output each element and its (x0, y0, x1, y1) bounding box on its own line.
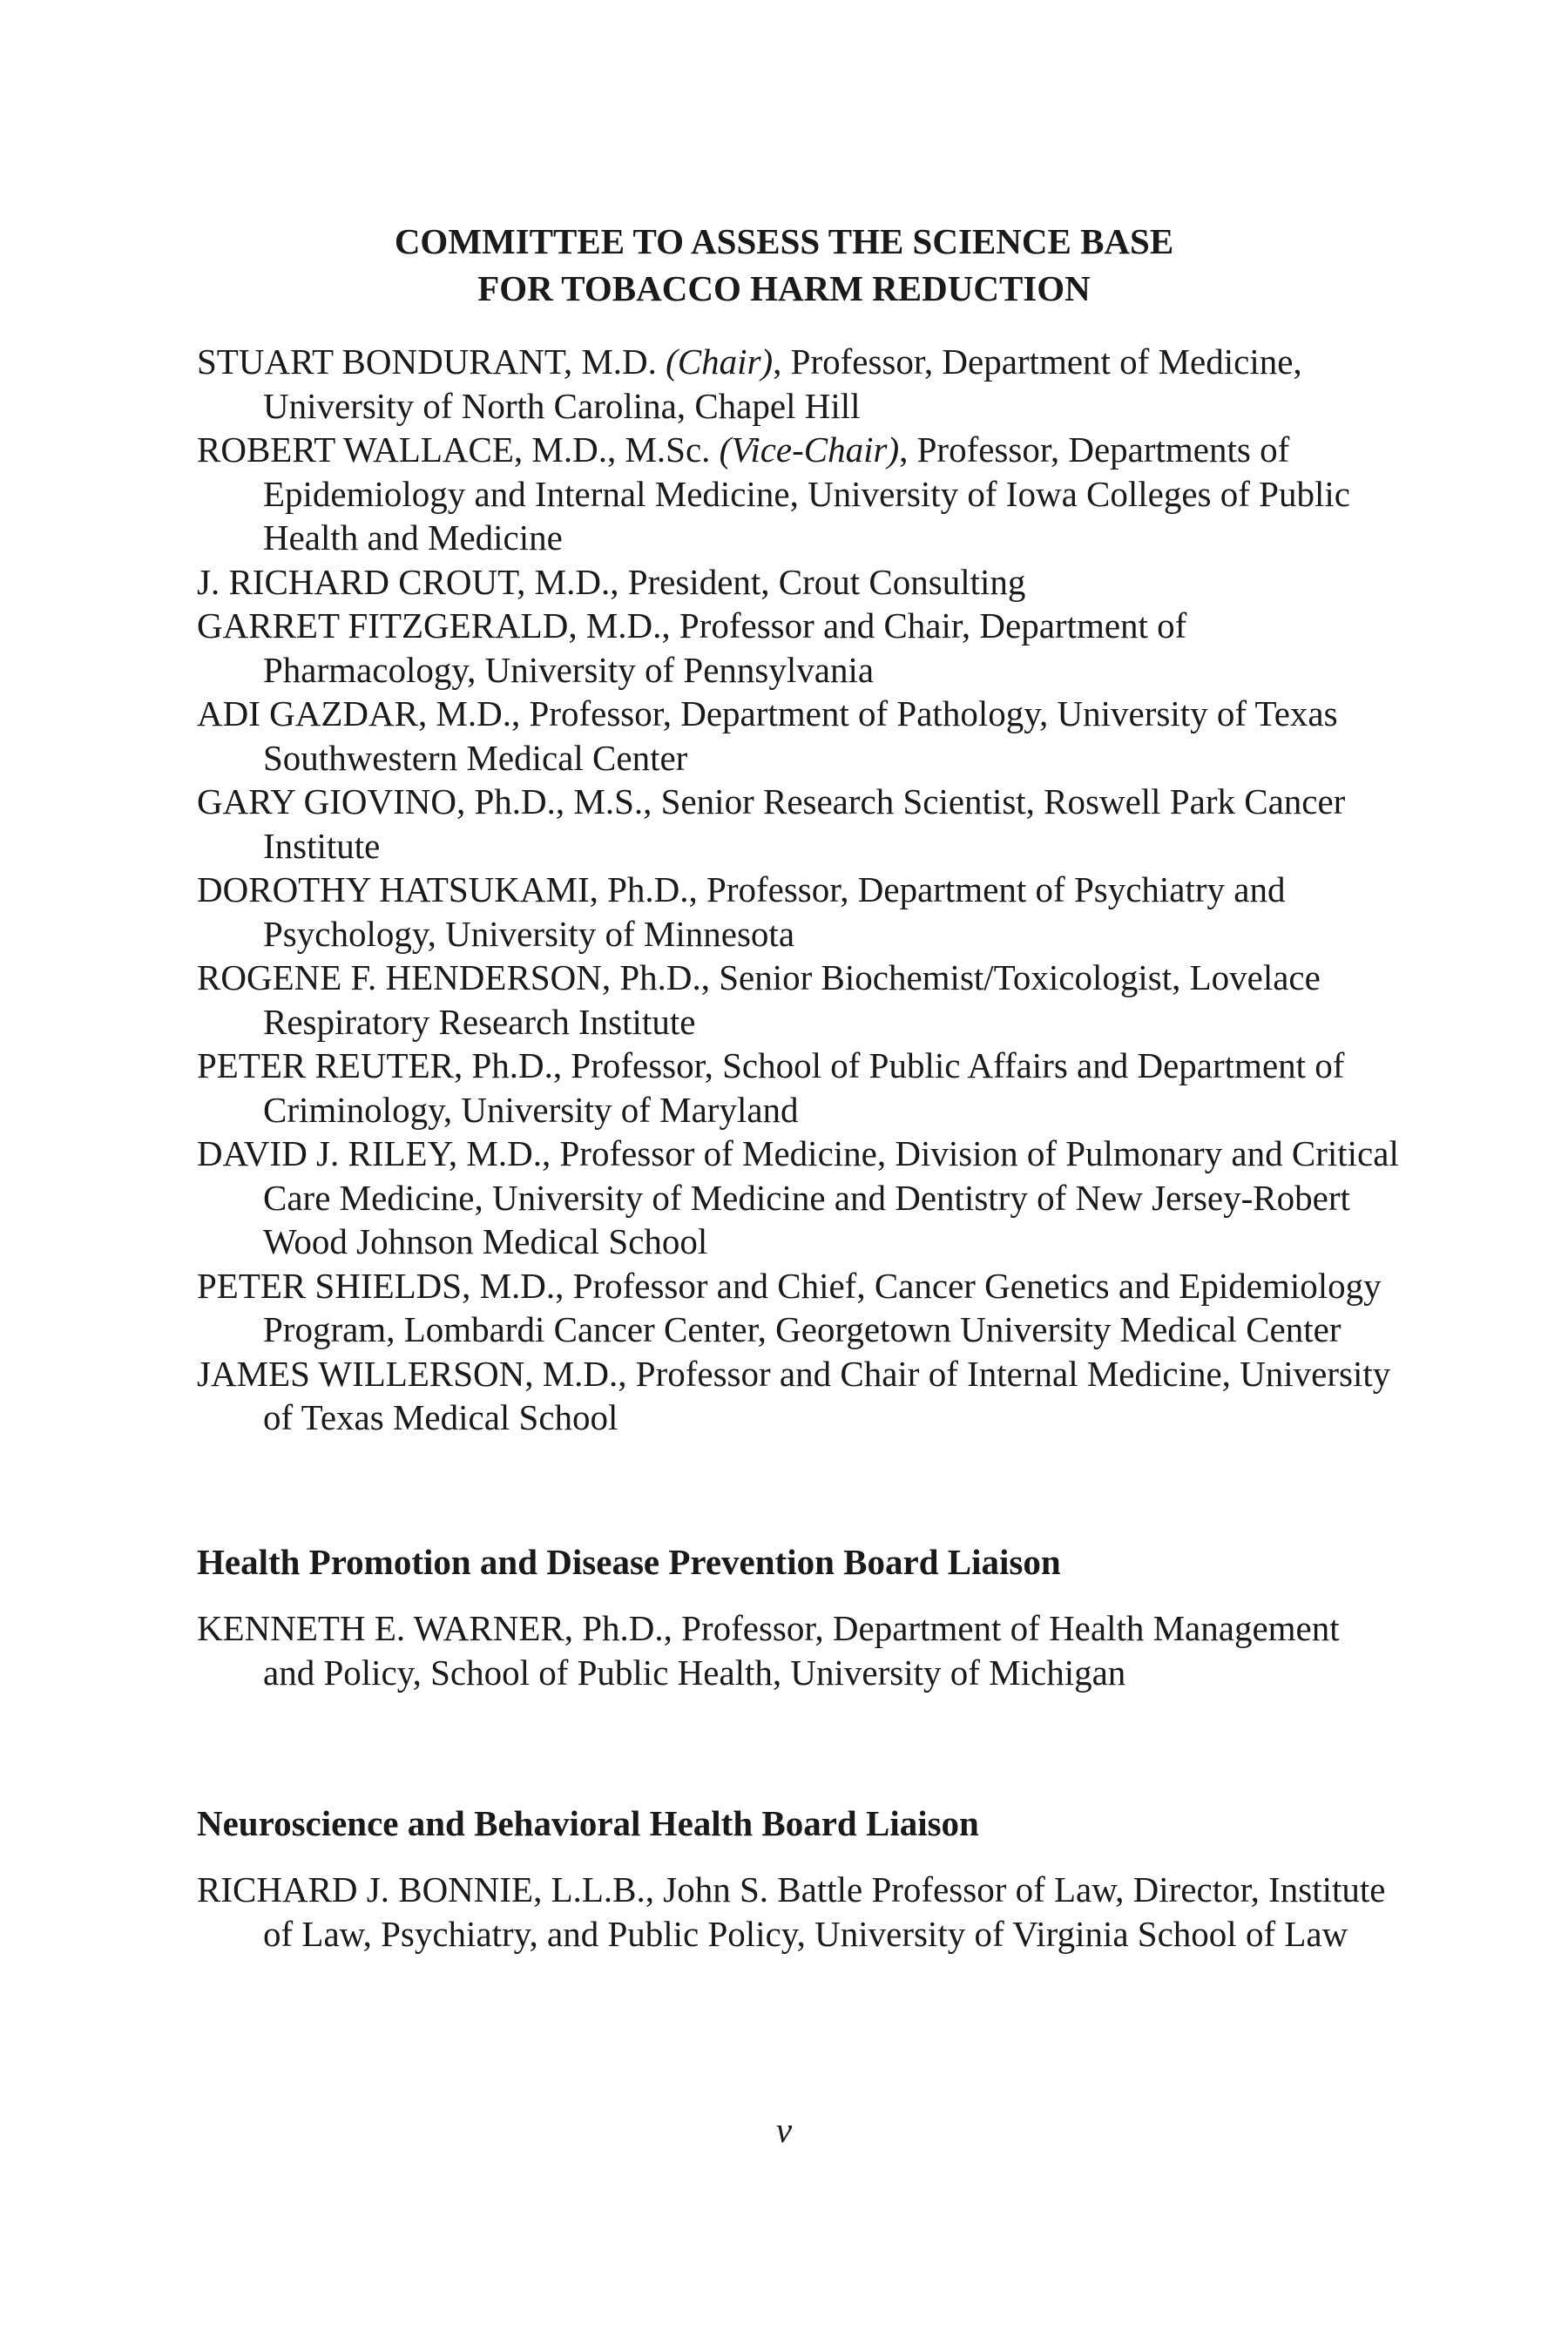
member-affiliation: Professor and Chair of Internal Medicine, University of Texas Medical School (263, 1353, 1391, 1437)
member-affiliation: Professor, Department of Health Management and Policy, School of Public Health, University of Michigan (263, 1608, 1340, 1693)
member-entry: ADI GAZDAR, M.D., Professor, Department of Pathology, University of Texas Southwestern Medical Center (197, 693, 1338, 778)
member-name: ROBERT WALLACE, M.D., M.Sc. (197, 429, 711, 470)
member-entry: DAVID J. RILEY, M.D., Professor of Medicine, Division of Pulmonary and Critical Care Medicine, University of Medicine and Dentistry of New Jersey-Robert Wood Johnson Medical School (197, 1133, 1399, 1261)
page-title (0, 218, 1568, 312)
member-affiliation: Senior Research Scientist, Roswell Park Cancer Institute (263, 781, 1346, 866)
title-line-2: FOR TOBACCO HARM REDUCTION (477, 268, 1091, 308)
member-affiliation: Professor, Department of Psychiatry and Psychology, University of Minnesota (263, 869, 1286, 954)
member-entry: GARY GIOVINO, Ph.D., M.S., Senior Research Scientist, Roswell Park Cancer Institute (197, 781, 1346, 866)
member-name: STUART BONDURANT, M.D. (197, 341, 657, 382)
member-name: ADI GAZDAR, M.D. (197, 693, 512, 733)
member-name: J. RICHARD CROUT, M.D. (197, 561, 611, 602)
member-name: KENNETH E. WARNER, Ph.D. (197, 1608, 664, 1648)
member-entry: STUART BONDURANT, M.D. (Chair), Professor, Department of Medicine, University of North Carolina, Chapel Hill (197, 341, 1302, 426)
member-entry: GARRET FITZGERALD, M.D., Professor and Chair, Department of Pharmacology, University of Pennsylvania (197, 605, 1187, 690)
health-liaison-entry (197, 1606, 1399, 1694)
member-affiliation: Professor of Medicine, Division of Pulmonary and Critical Care Medicine, University of Medicine and Dentistry of New Jersey-Robert Wood Johnson Medical School (263, 1133, 1399, 1261)
member-entry: JAMES WILLERSON, M.D., Professor and Chair of Internal Medicine, University of Texas Medical School (197, 1353, 1391, 1437)
member-affiliation: President, Crout Consulting (627, 561, 1026, 602)
member-entry: KENNETH E. WARNER, Ph.D., Professor, Department of Health Management and Policy, School of Public Health, University of Michigan (197, 1608, 1340, 1693)
member-affiliation: Professor, School of Public Affairs and Department of Criminology, University of Maryland (263, 1045, 1345, 1130)
neuro-liaison-heading: Neuroscience and Behavioral Health Board Liaison (197, 1803, 979, 1843)
member-entry: PETER SHIELDS, M.D., Professor and Chief, Cancer Genetics and Epidemiology Program, Lombardi Cancer Center, Georgetown University Medical Center (197, 1265, 1382, 1349)
member-entry: DOROTHY HATSUKAMI, Ph.D., Professor, Department of Psychiatry and Psychology, University of Minnesota (197, 869, 1286, 954)
member-role: (Chair) (666, 341, 774, 382)
member-affiliation: John S. Battle Professor of Law, Director, Institute of Law, Psychiatry, and Public Policy, University of Virginia School of Law (263, 1869, 1386, 1954)
page-number: v (775, 2110, 793, 2150)
member-name: DAVID J. RILEY, M.D. (197, 1133, 542, 1173)
member-name: RICHARD J. BONNIE, L.L.B. (197, 1869, 645, 1909)
member-entry: J. RICHARD CROUT, M.D., President, Crout Consulting (197, 561, 1026, 602)
member-name: ROGENE F. HENDERSON, Ph.D. (197, 957, 701, 997)
member-affiliation: Professor and Chair, Department of Pharmacology, University of Pennsylvania (263, 605, 1187, 690)
member-name: PETER SHIELDS, M.D. (197, 1265, 556, 1306)
member-affiliation: Professor and Chief, Cancer Genetics and Epidemiology Program, Lombardi Cancer Center, Georgetown University Medical Center (263, 1265, 1382, 1349)
member-affiliation: Professor, Department of Pathology, University of Texas Southwestern Medical Center (263, 693, 1338, 778)
neuro-liaison-entry (197, 1868, 1399, 1956)
member-entry: RICHARD J. BONNIE, L.L.B., John S. Battle Professor of Law, Director, Institute of Law, Psychiatry, and Public Policy, University of Virginia School of Law (197, 1869, 1386, 1954)
member-name: GARY GIOVINO, Ph.D., M.S. (197, 781, 644, 821)
member-name: PETER REUTER, Ph.D. (197, 1045, 553, 1085)
member-role: (Vice-Chair) (719, 429, 900, 470)
health-liaison-heading: Health Promotion and Disease Prevention Board Liaison (197, 1542, 1061, 1582)
member-affiliation: Professor, Department of Medicine, University of North Carolina, Chapel Hill (263, 341, 1302, 426)
member-entry: ROGENE F. HENDERSON, Ph.D., Senior Biochemist/Toxicologist, Lovelace Respiratory Research Institute (197, 957, 1321, 1042)
member-affiliation: Senior Biochemist/Toxicologist, Lovelace Respiratory Research Institute (263, 957, 1321, 1042)
member-entry: ROBERT WALLACE, M.D., M.Sc. (Vice-Chair), Professor, Departments of Epidemiology and Internal Medicine, University of Iowa Colleges of Public Health and Medicine (197, 429, 1350, 558)
member-name: DOROTHY HATSUKAMI, Ph.D. (197, 869, 689, 909)
member-affiliation: Professor, Departments of Epidemiology and Internal Medicine, University of Iowa Colleges of Public Health and Medicine (263, 429, 1350, 558)
committee-member-list (197, 340, 1399, 1440)
member-entry: PETER REUTER, Ph.D., Professor, School of Public Affairs and Department of Criminology, University of Maryland (197, 1045, 1345, 1130)
title-line-1: COMMITTEE TO ASSESS THE SCIENCE BASE (394, 221, 1174, 261)
member-name: GARRET FITZGERALD, M.D. (197, 605, 662, 645)
member-name: JAMES WILLERSON, M.D. (197, 1353, 618, 1394)
